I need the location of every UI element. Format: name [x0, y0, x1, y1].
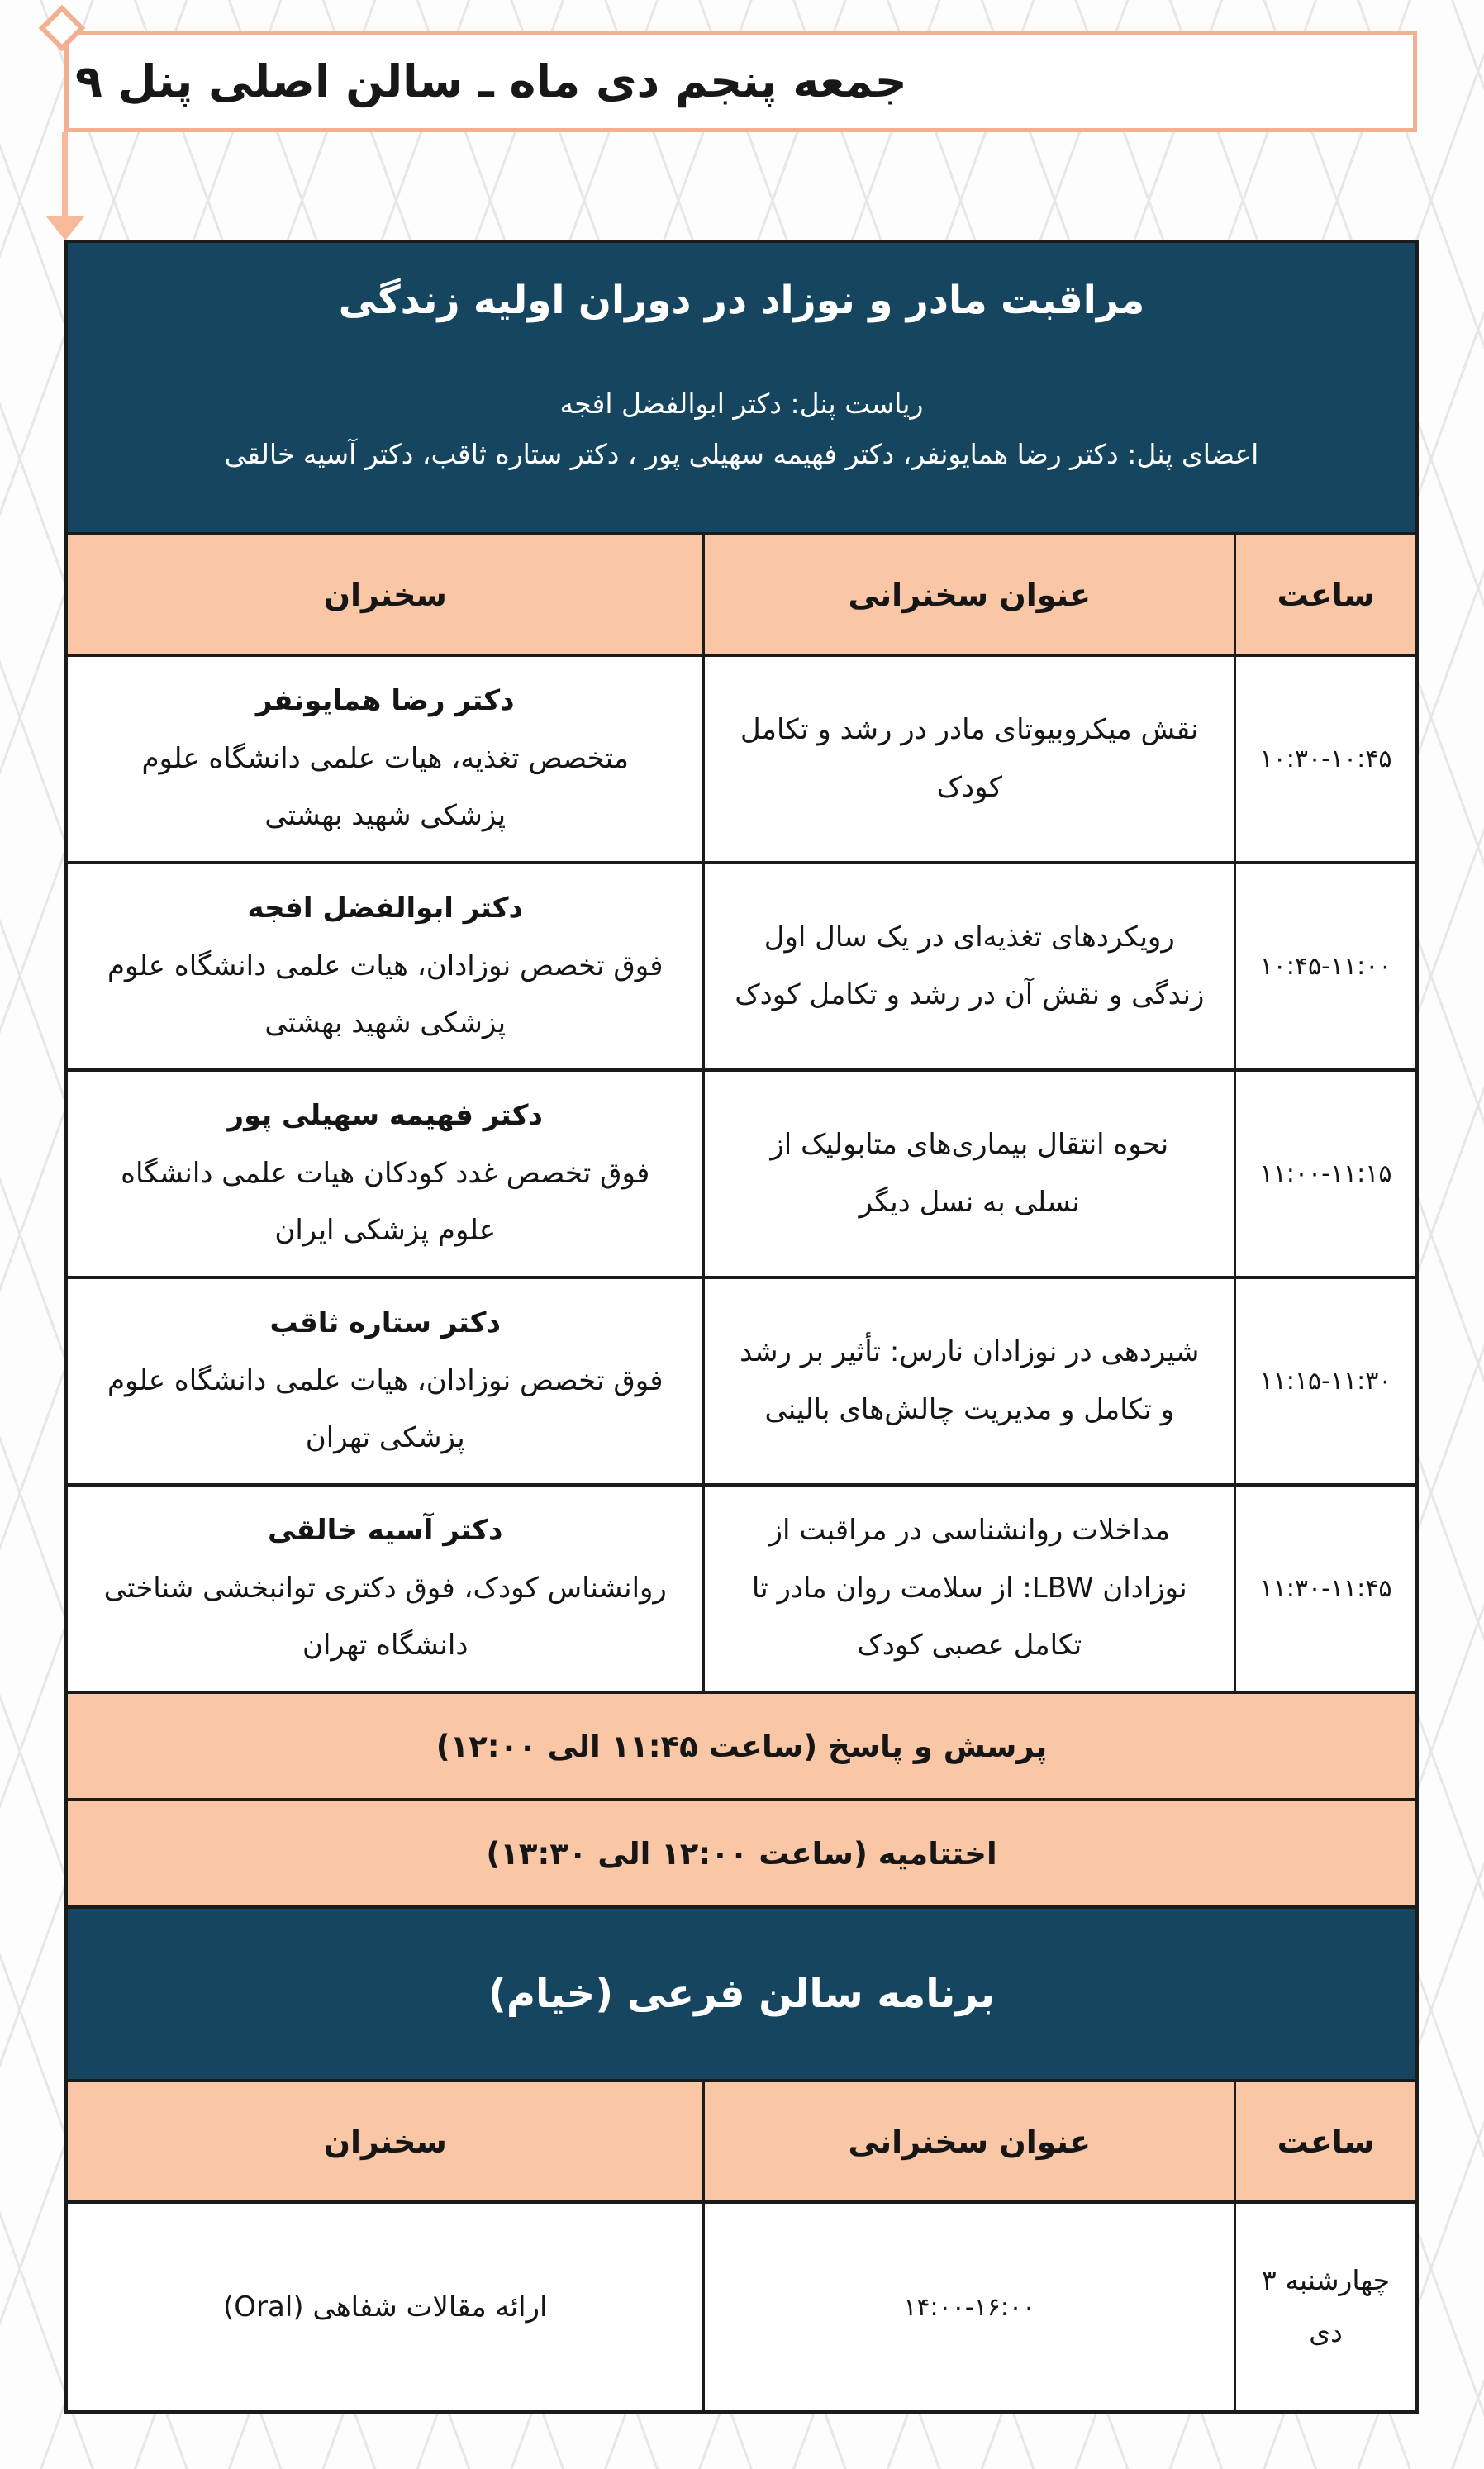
session-speaker: ارائه مقالات شفاهی (Oral) [68, 2204, 705, 2410]
session-time: ۱۱:۳۰-۱۱:۴۵ [1259, 1574, 1392, 1603]
column-header-talk-title: عنوان سخنرانی [705, 535, 1236, 654]
session-speaker [68, 1279, 705, 1483]
session-talk-title: نقش میکروبیوتای مادر در رشد و تکامل کودک [705, 657, 1236, 861]
page-title: جمعه پنجم دی ماه ـ سالن اصلی پنل ۹ [75, 55, 907, 107]
speaker-name: دکتر آسیه خالقی [268, 1513, 503, 1547]
secondary-table-header-row [68, 2079, 1415, 2200]
program-table [64, 240, 1419, 2414]
panel-chair: ریاست پنل: دکتر ابوالفضل افجه [559, 388, 924, 420]
session-row [68, 1483, 1415, 1691]
column-header-speaker: سخنران [68, 2082, 705, 2200]
session-row [68, 654, 1415, 861]
speaker-affiliation: فوق تخصص نوزادان، هیات علمی دانشگاه علوم پزشکی شهید بهشتی [107, 949, 664, 1040]
session-time: ۱۱:۱۵-۱۱:۳۰ [1259, 1367, 1392, 1396]
session-talk-title: شیردهی در نوزادان نارس: تأثیر بر رشد و تکامل و مدیریت چالش‌های بالینی [705, 1279, 1236, 1483]
speaker-affiliation: روانشناس کودک، فوق دکتری توانبخشی شناختی دانشگاه تهران [103, 1571, 667, 1663]
column-header-time: ساعت [1277, 2123, 1375, 2160]
column-header-time: ساعت [1277, 576, 1375, 613]
closing-row: اختتامیه (ساعت ۱۲:۰۰ الی ۱۳:۳۰) [68, 1798, 1415, 1905]
speaker-name: دکتر ابوالفضل افجه [247, 891, 523, 925]
table-header-row [68, 532, 1415, 654]
session-time-range: ۱۴:۰۰-۱۶:۰۰ [705, 2204, 1236, 2410]
panel-members: اعضای پنل: دکتر رضا همایونفر، دکتر فهیمه سهیلی پور ، دکتر ستاره ثاقب، دکتر آسیه خالقی [224, 438, 1259, 470]
session-talk-title: مداخلات روانشناسی در مراقبت از نوزادان LBW: از سلامت روان مادر تا تکامل عصبی کودک [705, 1487, 1236, 1691]
speaker-name: دکتر ستاره ثاقب [269, 1306, 501, 1339]
session-speaker [68, 657, 705, 861]
session-speaker [68, 864, 705, 1068]
speaker-affiliation: فوق تخصص نوزادان، هیات علمی دانشگاه علوم پزشکی تهران [107, 1363, 664, 1455]
session-day: چهارشنبه ۳ دی [1261, 2264, 1391, 2348]
session-time: ۱۰:۳۰-۱۰:۴۵ [1259, 745, 1392, 773]
connector-line [62, 132, 68, 216]
column-header-speaker: سخنران [68, 535, 705, 654]
secondary-hall-header [68, 1905, 1415, 2079]
page-header-banner [64, 31, 1417, 132]
session-row [68, 1276, 1415, 1483]
session-talk-title: نحوه انتقال بیماری‌های متابولیک از نسلی به نسل دیگر [705, 1072, 1236, 1276]
speaker-name: دکتر رضا همایونفر [255, 683, 515, 717]
secondary-session-row [68, 2200, 1415, 2410]
speaker-affiliation: فوق تخصص غدد کودکان هیات علمی دانشگاه علوم پزشکی ایران [121, 1156, 650, 1248]
session-talk-title: رویکردهای تغذیه‌ای در یک سال اول زندگی و نقش آن در رشد و تکامل کودک [705, 864, 1236, 1068]
session-time: ۱۰:۴۵-۱۱:۰۰ [1259, 952, 1392, 981]
speaker-name: دکتر فهیمه سهیلی پور [227, 1098, 543, 1132]
session-row [68, 861, 1415, 1068]
session-speaker [68, 1072, 705, 1276]
down-arrow-icon [45, 216, 85, 240]
panel-header-block [68, 243, 1415, 532]
secondary-hall-title: برنامه سالن فرعی (خیام) [488, 1971, 996, 2017]
column-header-talk-title: عنوان سخنرانی [705, 2082, 1236, 2200]
session-time: ۱۱:۰۰-۱۱:۱۵ [1259, 1159, 1392, 1188]
panel-title: مراقبت مادر و نوزاد در دوران اولیه زندگی [338, 278, 1145, 323]
speaker-affiliation: متخصص تغذیه، هیات علمی دانشگاه علوم پزشکی شهید بهشتی [141, 741, 630, 833]
qa-row: پرسش و پاسخ (ساعت ۱۱:۴۵ الی ۱۲:۰۰) [68, 1691, 1415, 1798]
session-speaker [68, 1487, 705, 1691]
session-row [68, 1068, 1415, 1276]
